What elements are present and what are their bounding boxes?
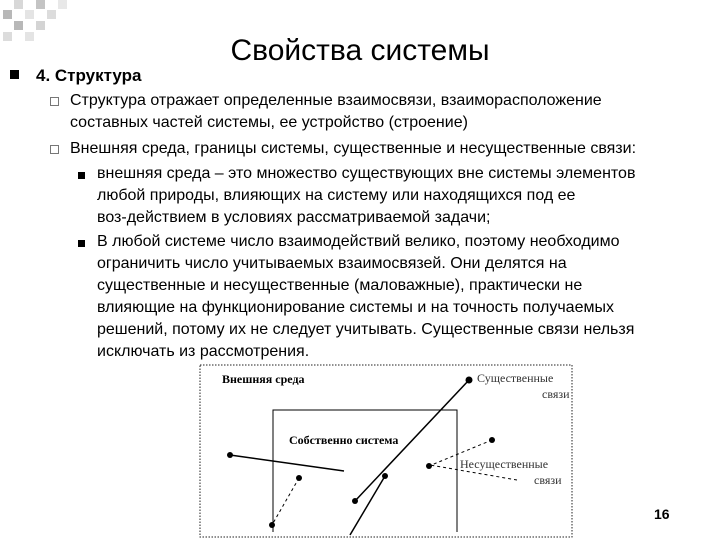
page-number: 16 [654,506,670,522]
essential-label-line-1: Существенные [477,371,554,385]
essential-link [230,455,344,471]
subbullet-2-line-2: ограничить число учитываемых взаимосвязей. Они делятся на [97,255,567,272]
nonessential-link [272,478,299,525]
subbullet-2-line-3: существенные и несущественные (маловажные), практически не [97,277,583,294]
element-dot [227,452,233,458]
subbullet-1-line-3: воз-действием в условиях рассматриваемой задачи; [97,209,491,226]
system-environment-diagram [192,360,602,540]
bullet-2-line-1: Внешняя среда, границы системы, существенные и несущественные связи: [70,140,637,157]
element-dot [269,522,275,528]
element-dot [489,437,495,443]
subbullet-2-line-5: решений, потому их не следует учитывать. Существенные связи нельзя [97,321,635,338]
section-heading: 4. Структура [36,66,142,85]
essential-element-dot [466,377,473,384]
element-dot [426,463,432,469]
element-dot [296,475,302,481]
small-square-bullet-icon [78,172,85,179]
hollow-square-bullet-icon [50,145,59,154]
nonessential-label-line-1: Несущественные [460,457,549,471]
outer-label: Внешняя среда [222,372,305,386]
subbullet-2-line-4: влияющие на функционирование системы и на точность получаемых [97,299,614,316]
small-square-bullet-icon [78,240,85,247]
bullet-1-line-2: составных частей системы, ее устройство (строение) [70,114,468,131]
nonessential-label-line-2: связи [534,473,562,487]
slide-title: Свойства системы [230,34,490,67]
essential-link [350,476,385,535]
subbullet-2-line-1: В любой системе число взаимодействий велико, поэтому необходимо [97,233,620,250]
subbullet-1-line-2: любой природы, влияющих на систему или находящихся под ее [97,187,576,204]
subbullet-2-line-6: исключать из рассмотрения. [97,343,310,360]
system-boundary [273,410,457,532]
subbullet-1-line-1: внешняя среда – это множество существующих вне системы элементов [97,165,636,182]
hollow-square-bullet-icon [50,97,59,106]
essential-label-line-2: связи [542,387,570,401]
element-dot [352,498,358,504]
bullet-square-icon [10,70,19,79]
bullet-1-line-1: Структура отражает определенные взаимосвязи, взаиморасположение [70,92,602,109]
external-environment-border [200,365,572,537]
inner-label: Собственно система [289,433,399,447]
element-dot [382,473,388,479]
